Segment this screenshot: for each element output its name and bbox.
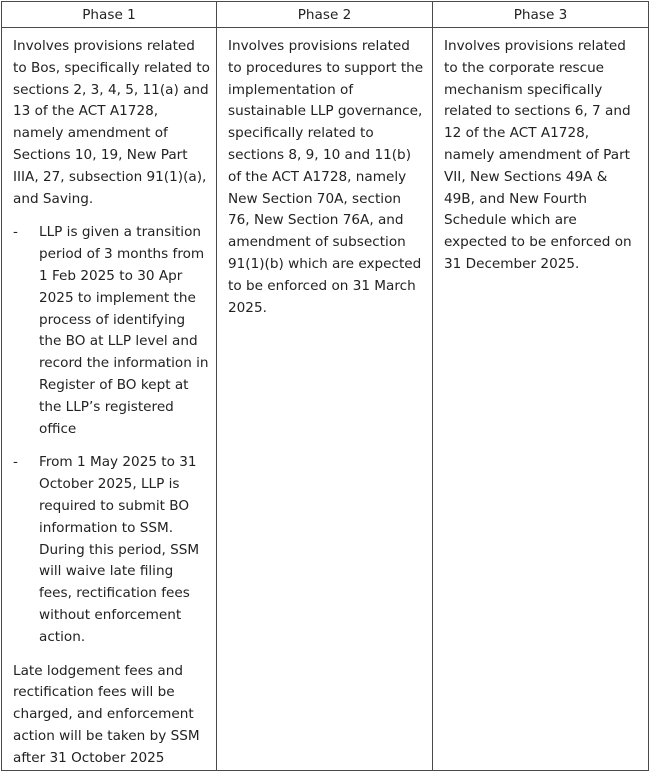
header-phase-2: Phase 2 xyxy=(217,2,433,28)
list-item xyxy=(13,452,210,648)
phases-table-wrapper xyxy=(1,1,649,771)
list-item xyxy=(13,222,210,440)
phase-2-text: Involves provisions related to procedures to support the implementation of sustainable LLP governance, specifically related to sections 8, 9, 10 and 11(b) of the ACT A1728, namely New Section 70A, section 76, New Section 76A, and amendment of subsection 91(1)(b) which are expected to be enforced on 31 March 2025. xyxy=(228,38,424,316)
header-phase-3: Phase 3 xyxy=(433,2,649,28)
phase-1-intro: Involves provisions related to Bos, specifically related to sections 2, 3, 4, 5, 11(a) and 13 of the ACT A1728, namely amendment of Sections 10, 19, New Part IIIA, 27, subsection 91(1)(a), and Saving. xyxy=(13,38,210,207)
phase-3-cell xyxy=(433,28,649,771)
bullet-text: LLP is given a transition period of 3 months from 1 Feb 2025 to 30 Apr 2025 to implement the process of identifying the BO at LLP level and record the information in Register of BO kept at the LLP’s registered office xyxy=(39,224,209,437)
dash-bullet-icon: - xyxy=(13,454,18,471)
content-row xyxy=(2,28,649,771)
phase-1-closing: Late lodgement fees and rectification fees will be charged, and enforcement action will be taken by SSM after 31 October 2025 xyxy=(13,662,200,766)
header-row xyxy=(2,2,649,28)
header-phase-1: Phase 1 xyxy=(2,2,217,28)
bullet-text: From 1 May 2025 to 31 October 2025, LLP is required to submit BO information to SSM. During this period, SSM will waive late filing fees, rectification fees without enforcement action. xyxy=(39,454,200,645)
phase-1-bullet-list xyxy=(13,222,210,648)
phases-table xyxy=(1,1,649,771)
phase-1-cell xyxy=(2,28,217,771)
dash-bullet-icon: - xyxy=(13,224,18,241)
phase-2-cell xyxy=(217,28,433,771)
phase-3-text: Involves provisions related to the corporate rescue mechanism specifically related to sections 6, 7 and 12 of the ACT A1728, namely amendment of Part VII, New Sections 49A & 49B, and New Fourth Schedule which are expected to be enforced on 31 December 2025. xyxy=(444,38,632,272)
